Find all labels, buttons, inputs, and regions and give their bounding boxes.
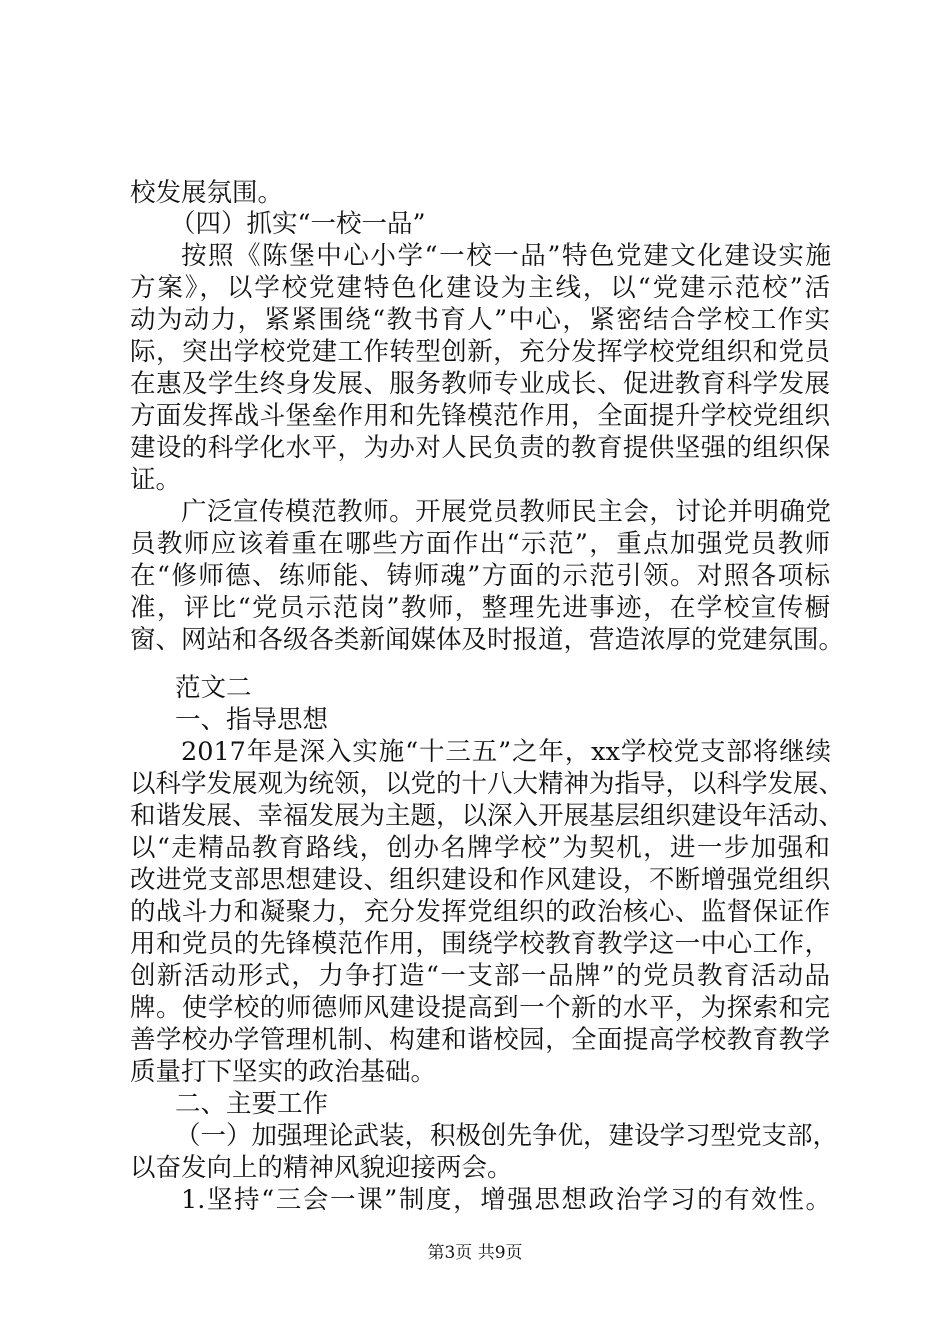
text-line: 校发展氛围。: [130, 178, 284, 208]
text-line: 以科学发展观为统领，以党的十八大精神为指导，以科学发展、: [130, 769, 845, 799]
section-heading: 一、指导思想: [175, 705, 329, 735]
text-line: 按照《陈堡中心小学“一校一品”特色党建文化建设实施: [181, 241, 831, 271]
text-line: 2017年是深入实施“十三五”之年，xx学校党支部将继续: [181, 737, 831, 767]
text-line: 建设的科学化水平，为办对人民负责的教育提供坚强的组织保: [130, 433, 830, 463]
text-line: 用和党员的先锋模范作用，围绕学校教育教学这一中心工作，: [130, 929, 830, 959]
text-line: 广泛宣传模范教师。开展党员教师民主会，讨论并明确党: [181, 497, 831, 527]
text-line: 质量打下坚实的政治基础。: [130, 1057, 437, 1087]
text-line: 准，评比“党员示范岗”教师，整理先进事迹，在学校宣传橱: [130, 593, 830, 623]
section-heading: 范文二: [175, 673, 252, 703]
text-line: （一）加强理论武装，积极创先争优，建设学习型党支部，: [175, 1121, 839, 1151]
text-line: 动为动力，紧紧围绕“教书育人”中心，紧密结合学校工作实: [130, 305, 830, 335]
text-line: 方面发挥战斗堡垒作用和先锋模范作用，全面提升学校党组织: [130, 401, 830, 431]
text-line: 改进党支部思想建设、组织建设和作风建设，不断增强党组织: [130, 865, 830, 895]
text-line: 方案》，以学校党建特色化建设为主线，以“党建示范校”活: [130, 273, 830, 303]
section-heading: 二、主要工作: [175, 1089, 329, 1119]
text-line: 创新活动形式，力争打造“一支部一品牌”的党员教育活动品: [130, 961, 830, 991]
text-line: 际，突出学校党建工作转型创新，充分发挥学校党组织和党员: [130, 337, 830, 367]
text-line: 的战斗力和凝聚力，充分发挥党组织的政治核心、监督保证作: [130, 897, 830, 927]
text-line: 员教师应该着重在哪些方面作出“示范”，重点加强党员教师: [130, 529, 830, 559]
text-line: 以奋发向上的精神风貌迎接两会。: [130, 1153, 513, 1183]
text-line: 牌。使学校的师德师风建设提高到一个新的水平，为探索和完: [130, 993, 830, 1023]
text-line: 证。: [130, 465, 182, 495]
text-line: 窗、网站和各级各类新闻媒体及时报道，营造浓厚的党建氛围。: [130, 625, 845, 655]
text-line: 以“走精品教育路线，创办名牌学校”为契机，进一步加强和: [130, 833, 830, 863]
text-line: 在“修师德、练师能、铸师魂”方面的示范引领。对照各项标: [130, 561, 830, 591]
page-footer: 第3页 共9页: [427, 1243, 523, 1263]
text-line: 在惠及学生终身发展、服务教师专业成长、促进教育科学发展: [130, 369, 830, 399]
text-line: 1.坚持“三会一课”制度，增强思想政治学习的有效性。: [181, 1185, 831, 1215]
section-heading: （四）抓实“一校一品”: [170, 209, 426, 239]
text-line: 善学校办学管理机制、构建和谐校园，全面提高学校教育教学: [130, 1025, 830, 1055]
text-line: 和谐发展、幸福发展为主题，以深入开展基层组织建设年活动、: [130, 801, 845, 831]
